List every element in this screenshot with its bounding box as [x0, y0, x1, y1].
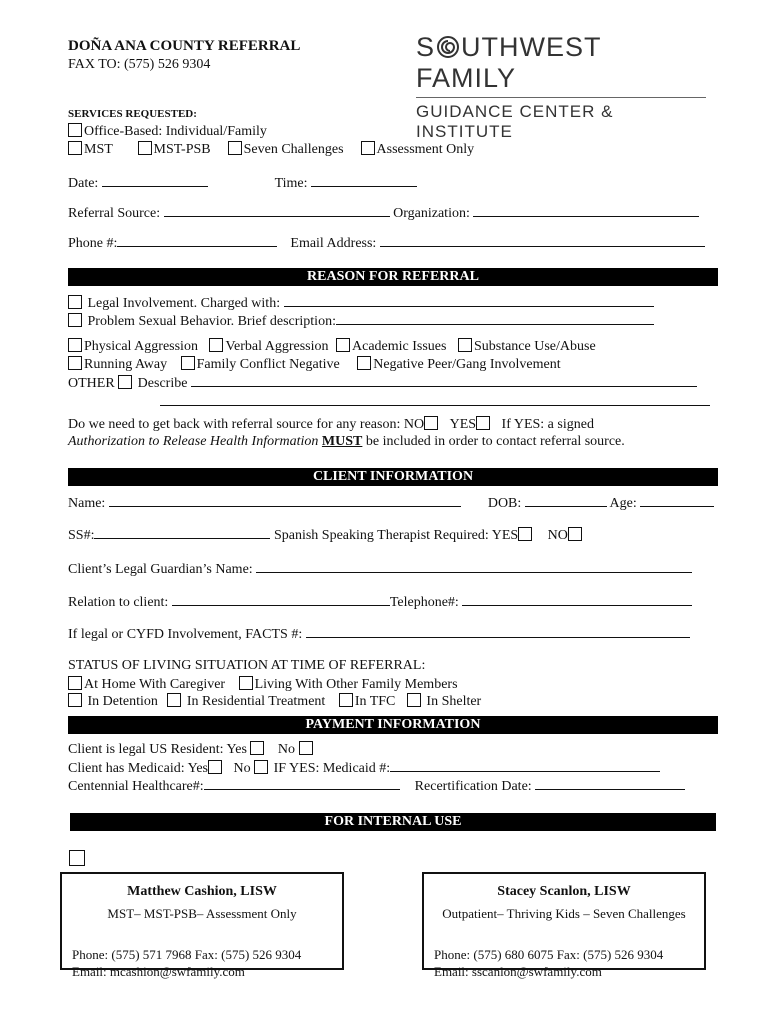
resident-no-checkbox[interactable] [299, 741, 313, 755]
describe-line2[interactable] [160, 405, 710, 406]
mst-psb-checkbox[interactable] [138, 141, 152, 155]
legal-checkbox[interactable] [68, 295, 82, 309]
telephone-field[interactable] [462, 593, 692, 606]
spiral-icon [436, 35, 460, 59]
referral-source-field[interactable] [164, 204, 390, 217]
internal-bar: FOR INTERNAL USE [70, 813, 716, 831]
medicaid-number-field[interactable] [390, 759, 660, 772]
name-field[interactable] [109, 494, 461, 507]
academic-checkbox[interactable] [336, 338, 350, 352]
service-office-based[interactable]: Office-Based: Individual/Family [68, 123, 267, 140]
contact-phone: Phone: (575) 680 6075 Fax: (575) 526 9304 [434, 947, 664, 962]
other-family-checkbox[interactable] [239, 676, 253, 690]
psb-description-field[interactable] [336, 312, 654, 325]
spanish-no-checkbox[interactable] [568, 527, 582, 541]
centennial-row: Centennial Healthcare#: Recertification Date: [68, 777, 685, 795]
age-field[interactable] [640, 494, 714, 507]
living-row1: At Home With Caregiver Living With Other Family Members [68, 676, 458, 693]
running-checkbox[interactable] [68, 356, 82, 370]
logo-divider [416, 97, 706, 98]
home-checkbox[interactable] [68, 676, 82, 690]
mst-checkbox[interactable] [68, 141, 82, 155]
guardian-row: Client’s Legal Guardian’s Name: [68, 560, 692, 578]
medicaid-no-checkbox[interactable] [254, 760, 268, 774]
verbal-checkbox[interactable] [209, 338, 223, 352]
assessment-only-checkbox[interactable] [361, 141, 375, 155]
services-row2: MST MST-PSB Seven Challenges Assessment Only [68, 141, 474, 158]
medicaid-row: Client has Medicaid: Yes No IF YES: Medicaid #: [68, 759, 660, 777]
ss-row: SS#: Spanish Speaking Therapist Required: YES NO [68, 526, 584, 544]
cyfd-row: If legal or CYFD Involvement, FACTS #: [68, 625, 690, 643]
seven-challenges-checkbox[interactable] [228, 141, 242, 155]
date-time-row: Date: Time: [68, 174, 417, 192]
authorization-note: Authorization to Release Health Information MUST be included in order to contact referral source. [68, 434, 625, 449]
family-conflict-checkbox[interactable] [181, 356, 195, 370]
contact-card-left [60, 872, 344, 979]
other-checkbox[interactable] [118, 375, 132, 389]
tfc-checkbox[interactable] [339, 693, 353, 707]
getback-yes-checkbox[interactable] [476, 416, 490, 430]
organization-field[interactable] [473, 204, 699, 217]
contact-phone: Phone: (575) 571 7968 Fax: (575) 526 9304 [72, 947, 302, 962]
resident-yes-checkbox[interactable] [250, 741, 264, 755]
contact-programs: MST– MST-PSB– Assessment Only [107, 906, 297, 921]
guardian-field[interactable] [256, 560, 692, 573]
internal-checkbox[interactable] [69, 850, 85, 866]
relation-row: Relation to client: Telephone#: [68, 593, 692, 611]
charged-field[interactable] [284, 294, 654, 307]
getback-no-checkbox[interactable] [424, 416, 438, 430]
get-back-row: Do we need to get back with referral source for any reason: NO YES If YES: a signed [68, 417, 594, 432]
reason-bar: REASON FOR REFERRAL [68, 268, 718, 286]
logo [416, 32, 706, 142]
email-field[interactable] [380, 234, 705, 247]
psb-checkbox[interactable] [68, 313, 82, 327]
psb-row: Problem Sexual Behavior. Brief description: [68, 312, 654, 330]
contact-card-right [422, 872, 706, 979]
peer-checkbox[interactable] [357, 356, 371, 370]
contact-name: Stacey Scanlon, LISW [497, 884, 631, 899]
substance-checkbox[interactable] [458, 338, 472, 352]
behavior-row2: Running Away Family Conflict Negative Negative Peer/Gang Involvement [68, 356, 561, 373]
living-row2: In Detention In Residential Treatment In TFC In Shelter [68, 693, 481, 710]
office-based-checkbox[interactable] [68, 123, 82, 137]
recertification-field[interactable] [535, 777, 685, 790]
dob-field[interactable] [525, 494, 607, 507]
ss-field[interactable] [94, 526, 270, 539]
resident-row: Client is legal US Resident: Yes No [68, 741, 315, 758]
form-title: DOÑA ANA COUNTY REFERRAL [68, 38, 301, 54]
other-row: OTHER Describe [68, 374, 697, 392]
services-heading: SERVICES REQUESTED: [68, 108, 197, 120]
logo-line2: GUIDANCE CENTER & INSTITUTE [416, 102, 614, 141]
legal-row: Legal Involvement. Charged with: [68, 294, 654, 312]
centennial-field[interactable] [204, 777, 400, 790]
contact-email[interactable]: Email: sscanlon@swfamily.com [434, 964, 602, 979]
fax-number: FAX TO: (575) 526 9304 [68, 57, 211, 72]
living-heading: STATUS OF LIVING SITUATION AT TIME OF REFERRAL: [68, 658, 426, 673]
describe-field[interactable] [191, 374, 697, 387]
facts-field[interactable] [306, 625, 690, 638]
contact-name: Matthew Cashion, LISW [127, 884, 277, 899]
referral-source-row: Referral Source: Organization: [68, 204, 699, 222]
medicaid-yes-checkbox[interactable] [208, 760, 222, 774]
client-bar: CLIENT INFORMATION [68, 468, 718, 486]
payment-bar: PAYMENT INFORMATION [68, 716, 718, 734]
residential-checkbox[interactable] [167, 693, 181, 707]
shelter-checkbox[interactable] [407, 693, 421, 707]
contact-email[interactable]: Email: mcashion@swfamily.com [72, 964, 245, 979]
phone-field[interactable] [117, 234, 277, 247]
relation-field[interactable] [172, 593, 390, 606]
time-field[interactable] [311, 174, 417, 187]
physical-checkbox[interactable] [68, 338, 82, 352]
detention-checkbox[interactable] [68, 693, 82, 707]
spanish-yes-checkbox[interactable] [518, 527, 532, 541]
name-row: Name: DOB: Age: [68, 494, 714, 512]
date-field[interactable] [102, 174, 208, 187]
phone-row: Phone #: Email Address: [68, 234, 705, 252]
contact-programs: Outpatient– Thriving Kids – Seven Challenges [442, 906, 686, 921]
behavior-row1: Physical Aggression Verbal Aggression Academic Issues Substance Use/Abuse [68, 338, 596, 355]
logo-line1: S UTHWEST FAMILY [416, 32, 602, 93]
